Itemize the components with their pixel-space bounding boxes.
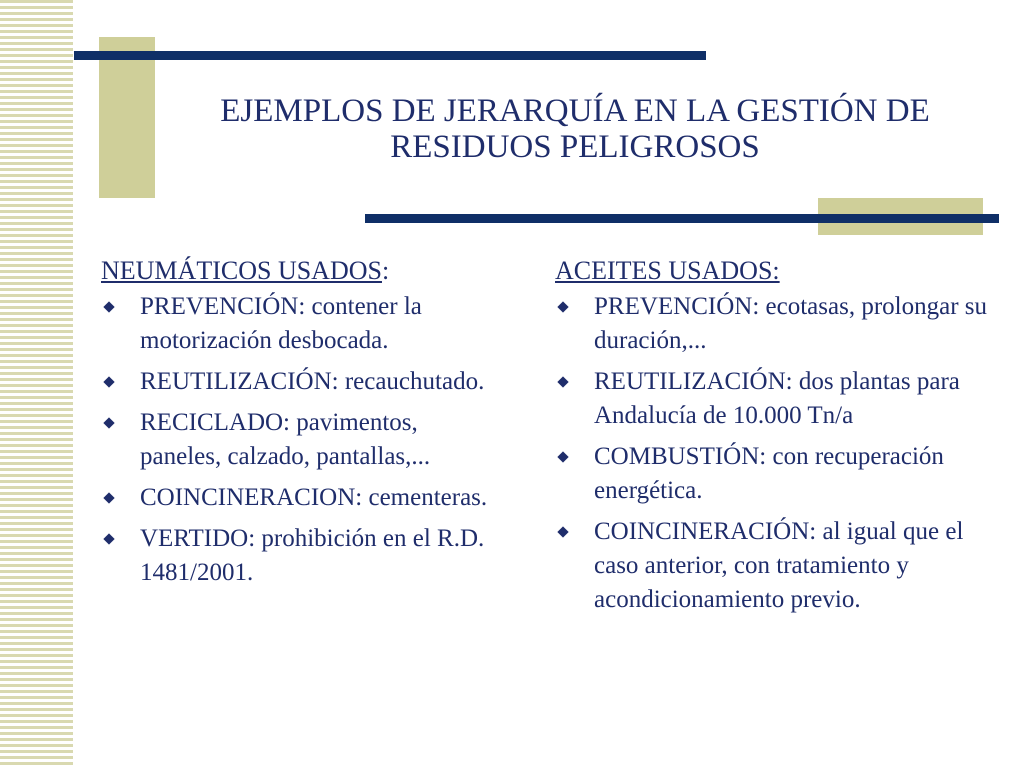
diamond-bullet-icon (557, 526, 568, 537)
list-item-text: COINCINERACIÓN: al igual que el caso anterior, con tratamiento y acondicionamiento previo. (594, 518, 964, 613)
slide-title-line-1: EJEMPLOS DE JERARQUÍA EN LA GESTIÓN DE (220, 93, 930, 129)
diamond-bullet-icon (557, 301, 568, 312)
list-item (101, 481, 501, 515)
diamond-bullet-icon (103, 301, 114, 312)
list-item-text: PREVENCIÓN: contener la motorización desbocada. (140, 293, 422, 354)
slide-title (160, 93, 990, 165)
list-item (555, 515, 995, 617)
list-item-text: PREVENCIÓN: ecotasas, prolongar su duración,... (594, 293, 987, 354)
list-item-text: COINCINERACION: cementeras. (140, 484, 488, 511)
list-item (555, 290, 995, 358)
navy-rule-bottom (365, 214, 999, 223)
right-heading-text: ACEITES USADOS: (555, 256, 780, 285)
list-item (555, 365, 995, 433)
list-item (555, 440, 995, 508)
list-item (101, 522, 501, 590)
left-column (101, 254, 501, 597)
list-item-text: VERTIDO: prohibición en el R.D. 1481/2001. (140, 525, 485, 586)
list-item-text: COMBUSTIÓN: con recuperación energética. (594, 443, 944, 504)
right-column (555, 254, 995, 624)
list-item-text: RECICLADO: pavimentos, paneles, calzado, pantallas,... (140, 409, 431, 470)
list-item-text: REUTILIZACIÓN: dos plantas para Andalucía de 10.000 Tn/a (594, 368, 960, 429)
right-column-heading (555, 254, 995, 288)
list-item (101, 406, 501, 474)
tan-block-decoration-top (99, 37, 155, 198)
slide-title-line-2: RESIDUOS PELIGROSOS (390, 129, 760, 165)
left-heading-suffix: : (381, 256, 390, 285)
navy-rule-top (74, 51, 706, 60)
diamond-bullet-icon (103, 376, 114, 387)
diamond-bullet-icon (103, 417, 114, 428)
left-bullet-list (101, 290, 501, 590)
list-item (101, 290, 501, 358)
left-heading-text: NEUMÁTICOS USADOS (101, 256, 382, 285)
list-item-text: REUTILIZACIÓN: recauchutado. (140, 368, 485, 395)
list-item (101, 365, 501, 399)
right-bullet-list (555, 290, 995, 617)
diamond-bullet-icon (103, 533, 114, 544)
diamond-bullet-icon (557, 376, 568, 387)
left-column-heading (101, 254, 501, 288)
diamond-bullet-icon (557, 451, 568, 462)
striped-sidebar-decoration (0, 0, 73, 768)
diamond-bullet-icon (103, 492, 114, 503)
